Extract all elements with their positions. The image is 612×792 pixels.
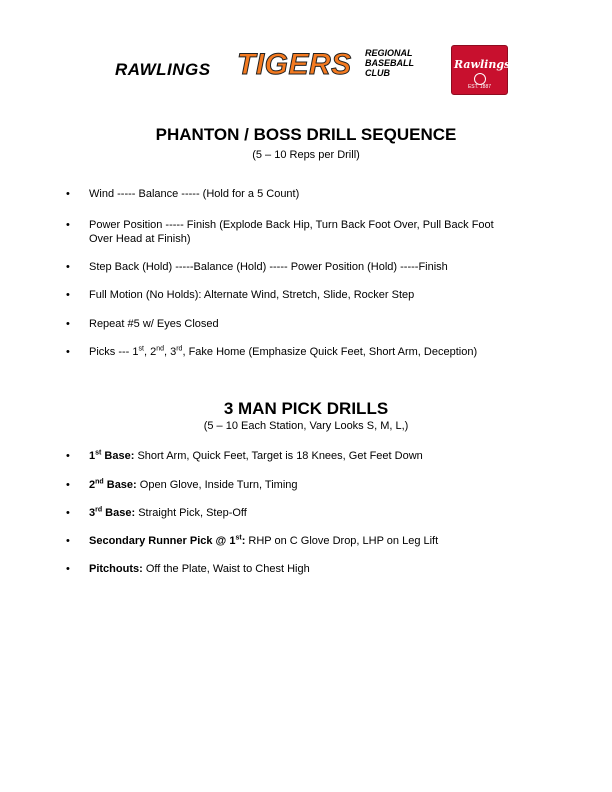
list-item-text: Wind ----- Balance ----- (Hold for a 5 Count): [89, 188, 300, 200]
list-item-text: 1st Base: Short Arm, Quick Feet, Target is 18 Knees, Get Feet Down: [89, 449, 423, 462]
bullet: •: [66, 563, 70, 575]
section1-subtitle: (5 – 10 Reps per Drill): [252, 149, 360, 161]
list-item-text: Pitchouts: Off the Plate, Waist to Chest High: [89, 563, 310, 575]
bullet: •: [66, 479, 70, 491]
tigers-wordmark: TIGERS: [237, 48, 352, 81]
club-line-1: REGIONAL: [365, 48, 413, 58]
club-lines: [365, 48, 414, 78]
header-logos: [115, 44, 525, 96]
section2-subtitle: (5 – 10 Each Station, Vary Looks S, M, L,): [203, 420, 409, 432]
bullet: •: [66, 346, 70, 358]
list-item-text: Step Back (Hold) -----Balance (Hold) ----- Power Position (Hold) -----Finish: [89, 261, 448, 273]
list-item-text: Repeat #5 w/ Eyes Closed: [89, 318, 219, 330]
section2-title: 3 MAN PICK DRILLS: [223, 399, 389, 418]
list-item-text: Secondary Runner Pick @ 1st: RHP on C Glove Drop, LHP on Leg Lift: [89, 534, 439, 547]
patch-est: EST. 1887: [467, 84, 492, 90]
bullet: •: [66, 450, 70, 462]
section1-title: PHANTON / BOSS DRILL SEQUENCE: [155, 125, 457, 144]
bullet: •: [66, 219, 70, 231]
club-line-3: CLUB: [365, 68, 390, 78]
bullet: •: [66, 289, 70, 301]
list-item-text: 3rd Base: Straight Pick, Step-Off: [89, 506, 247, 519]
list-item-text: Full Motion (No Holds): Alternate Wind, Stretch, Slide, Rocker Step: [89, 289, 415, 301]
bullet: •: [66, 188, 70, 200]
list-item-text: Power Position ----- Finish (Explode Back Hip, Turn Back Foot Over, Pull Back Foot: [89, 219, 494, 231]
bullet: •: [66, 535, 70, 547]
bullet: •: [66, 507, 70, 519]
club-line-2: BASEBALL: [365, 58, 414, 68]
list-item-text: Picks --- 1st, 2nd, 3rd, Fake Home (Emphasize Quick Feet, Short Arm, Deception): [89, 345, 478, 358]
list-item-text: 2nd Base: Open Glove, Inside Turn, Timing: [89, 478, 298, 491]
patch-script: Rawlings: [454, 58, 511, 71]
bullet: •: [66, 261, 70, 273]
rawlings-patch-logo: [451, 45, 511, 95]
bullet: •: [66, 318, 70, 330]
list-item-text-cont: Over Head at Finish): [89, 233, 191, 245]
rawlings-wordmark: RAWLINGS: [115, 60, 211, 79]
